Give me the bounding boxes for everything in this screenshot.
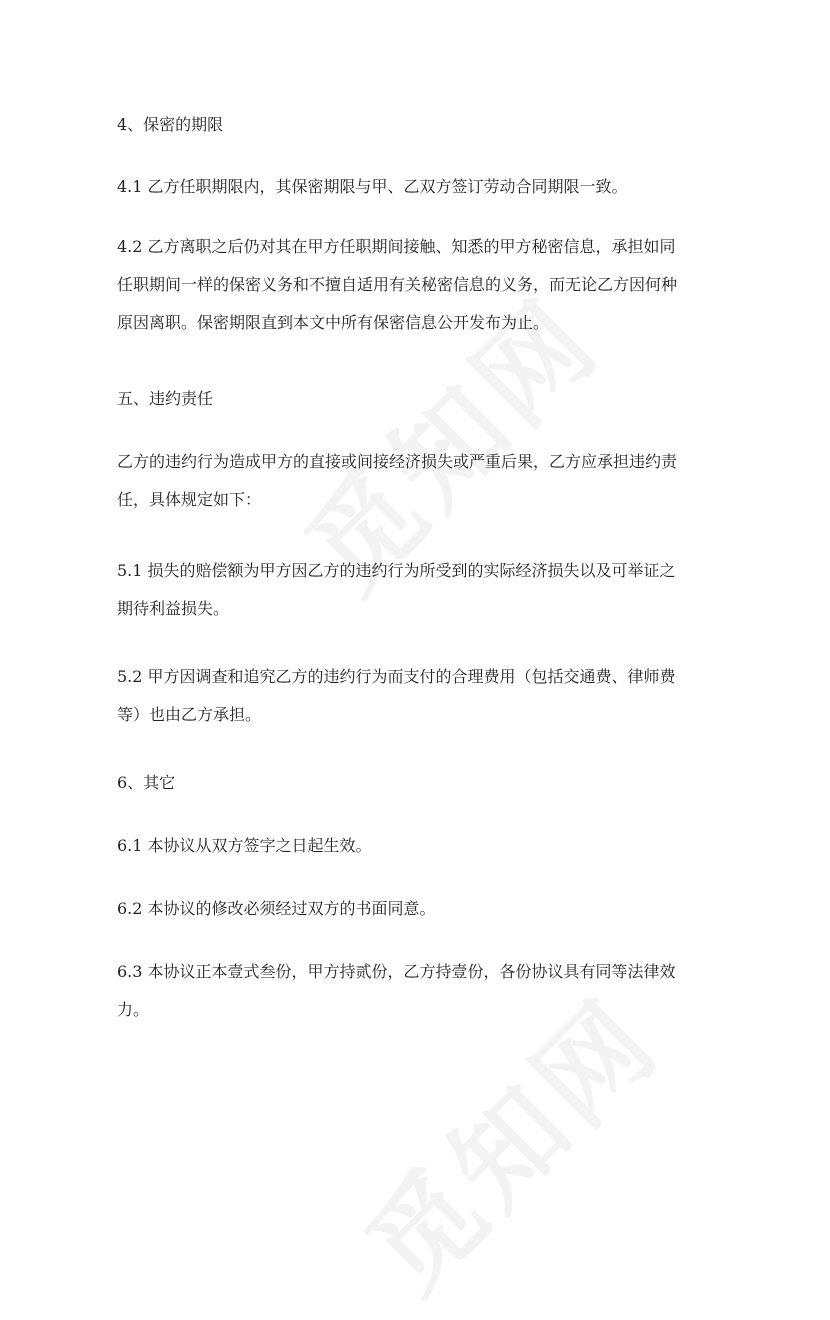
text-line: 6.3 本协议正本壹式叁份，甲方持贰份，乙方持壹份，各份协议具有同等法律效 [117,962,676,981]
text-line: 4.2 乙方离职之后仍对其在甲方任职期间接触、知悉的甲方秘密信息，承担如同 [117,237,676,256]
clause-6-3 [117,953,717,1029]
text-line: 任，具体规定如下： [117,490,262,509]
text-line: 4、保密的期限 [117,115,224,134]
clause-4-2 [117,228,717,342]
text-line: 5.1 损失的赔偿额为甲方因乙方的违约行为所受到的实际经济损失以及可举证之 [117,561,676,580]
section-heading-other [117,764,717,802]
text-line: 6.2 本协议的修改必须经过双方的书面同意。 [117,899,436,918]
text-line: 五、违约责任 [117,389,214,408]
section-heading-confidentiality-period [117,106,717,144]
text-line: 6.1 本协议从双方签字之日起生效。 [117,836,372,855]
clause-6-2 [117,890,717,928]
text-line: 6、其它 [117,773,176,792]
text-line: 等）也由乙方承担。 [117,705,262,724]
text-line: 力。 [117,1000,150,1019]
clause-6-1 [117,827,717,865]
breach-intro [117,443,717,519]
clause-5-1 [117,552,717,628]
text-line: 乙方的违约行为造成甲方的直接或间接经济损失或严重后果，乙方应承担违约责 [117,452,678,471]
text-line: 4.1 乙方任职期限内，其保密期限与甲、乙双方签订劳动合同期限一致。 [117,177,628,196]
text-line: 期待利益损失。 [117,599,230,618]
text-line: 原因离职。保密期限直到本文中所有保密信息公开发布为止。 [117,313,550,332]
text-line: 任职期间一样的保密义务和不擅自适用有关秘密信息的义务，而无论乙方因何种 [117,275,678,294]
clause-4-1 [117,168,717,206]
section-heading-breach-liability [117,380,717,418]
clause-5-2 [117,658,717,734]
text-line: 5.2 甲方因调查和追究乙方的违约行为而支付的合理费用（包括交通费、律师费 [117,667,676,686]
